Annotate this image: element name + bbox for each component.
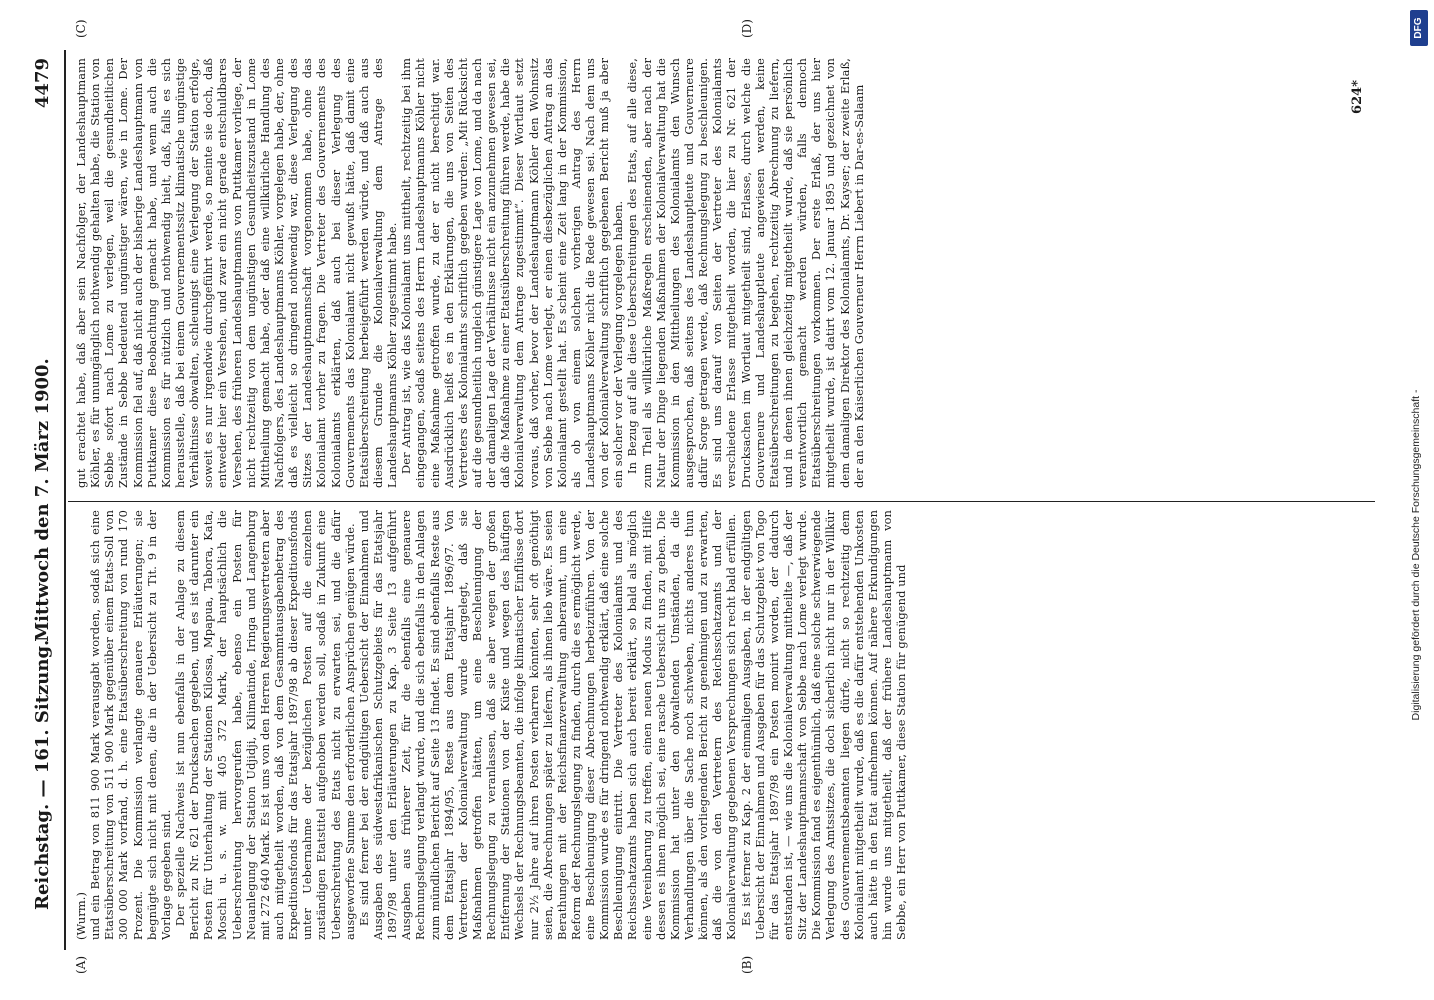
speaker-label: (Wurm.) [74, 891, 88, 940]
page-number: 4479 [32, 58, 53, 109]
right-paragraph-3: In Bezug auf alle diese Ueberschreitungen des Etats, auf alle diese, zum Theil als willkürliche Maßregeln erscheinenden, aber nach der Natur der Dinge liegenden Maßnahmen der Kolonialverwaltung hat die Kommission in den Mittheilungen des Kolonialamts den Wunsch ausgesprochen, daß seitens des Landeshauptleute und Gouverneure dafür Sorge getragen werde, daß Rechnungslegung zu beschleunigen. Es sind uns darauf von Seiten der Vertreter des Kolonialamts verschiedene Erlasse mitgetheilt worden, die hier zu Nr. 621 der Drucksachen im Wortlaut mitgetheilt sind, Erlasse, durch welche die Gouverneure und Landeshauptleute angewiesen werden, keine Etatsüberschreitungen zu begehen, rechtzeitig Abrechnung zu liefern, und in denen ihnen gleichzeitig mitgetheilt wurde, daß sie persönlich verantwortlich gemacht werden würden, falls dennoch Etatsüberschreitungen vorkommen. Der erste Erlaß, der uns hier mitgetheilt wurde, ist datirt vom 12. Januar 1895 und gezeichnet von dem damaligen Direktor des Kolonialamts, Dr. Kayser; der zweite Erlaß, der an den Kaiserlichen Gouverneur Herrn Liebert in Dar-es-Salaam [625, 58, 866, 488]
page-header [32, 50, 62, 950]
dfg-logo-text: DFG [1413, 17, 1424, 39]
margin-mark-a: (A) [74, 955, 88, 974]
newspaper-page [20, 20, 1395, 980]
margin-mark-d: (D) [740, 19, 754, 38]
sheet-signature: 624* [1350, 80, 1365, 114]
left-paragraph-4: Es ist ferner zu Kap. 2 der einmaligen Ausgaben, in der endgültigen Uebersicht der Einnahmen und Ausgaben für das Schutzgebiet von Togo für das Etatsjahr 1897/98 ein Posten monirt worden, der dadurch entstanden ist, — wie uns die Kolonialverwaltung mittheilte —, daß der Sitz der Landeshauptmannschaft von Sebbe nach Lome verlegt wurde. Die Kommission fand es eigenthümlich, daß eine solche schwerwiegende Verlegung des Amtssitzes, die doch sicherlich nicht nur in der Willkür des Gouvernementsbeamten liegen dürfe, nicht so rechtzeitig dem Kolonialamt mitgetheilt wurde, daß es die dafür entstehenden Unkosten auch hätte in den Etat aufnehmen können. Auf nähere Erkundigungen hin wurde uns mitgetheilt, daß der frühere Landeshauptmann von Sebbe, ein Herr von Puttkamer, diese Station für genügend und [738, 510, 909, 940]
right-paragraph-2: Der Antrag ist, wie das Kolonialamt uns mittheilt, rechtzeitig bei ihm eingegangen, sodaß seitens des Herrn Landeshauptmanns Köhler nicht eine Maßnahme getroffen wurde, zu der er nicht berechtigt war. Ausdrücklich heißt es in den Erklärungen, die uns von Seiten des Vertreters des Kolonialamts schriftlich gegeben wurden: „Mit Rücksicht auf die gesundheitlich ungleich günstigere Lage von Lome, und da nach der damaligen Lage der Verhältnisse nicht ein anzunehmen gewesen sei, daß die Maßnahme zu einer Etatsüberschreitung führen werde, habe die Kolonialverwaltung dem Antrage zugestimmt“. Dieser Wortlaut setzt voraus, daß vorher, bevor der Landeshauptmann Köhler den Wohnsitz von Sebbe nach Lome verlegt, er einen diesbezüglichen Antrag an das Kolonialamt gestellt hat. Es scheint eine Zeit lang in der Kommission, als ob von einem solchen vorherigen Antrag des Herrn Landeshauptmanns Köhler nicht die Rede gewesen sei. Nach dem uns von der Kolonialverwaltung schriftlich gegebenen Bericht muß ja aber ein solcher vor der Verlegung vorgelegen haben. [399, 58, 626, 488]
header-date: Mittwoch den 7. März 1900. [32, 358, 53, 642]
right-column [74, 58, 1374, 488]
margin-mark-b: (B) [740, 955, 754, 974]
digitization-note [1410, 120, 1428, 990]
margin-mark-c: (C) [74, 19, 88, 38]
digitization-note-text: Digitalisierung gefördert durch die Deutsche Forschungsgemeinschaft - [1410, 389, 1422, 721]
header-session: Reichstag. — 161. Sitzung. [32, 639, 53, 910]
left-paragraph-2: Der spezielle Nachweis ist nun ebenfalls in der Anlage zu diesem Bericht zu Nr. 621 der Drucksachen gegeben, und es ist darunter ein Posten für Unterhaltung der Stationen Kilossa, Mpapua, Tabora, Kata, Moschi u. s. w. mit 405 372 Mark, der hauptsächlich die Ueberschreitung hervorgerufen habe, ebenso ein Posten für Neuanlegung der Station Udjidji, Kilimatinde, Iringa und Langenburg mit 272 640 Mark. Es ist uns von den Herren Regierungsvertretern aber auch mitgetheilt worden, daß von dem Gesammtausgabenbetrag des Expeditionsfonds für das Etatsjahr 1897/98 ab dieser Expeditionsfonds unter Uebernahme der bezüglichen Posten auf die einzelnen zuständigen Etatstitel aufgehoben werden soll, sodaß in Zukunft eine Ueberschreitung des Etats nicht zu erwarten sei, und die dafür ausgeworfene Summe den erforderlichen Ansprüchen genügen würde. [172, 510, 357, 940]
left-paragraph-1: und ein Betrag von 811 900 Mark verausgabt worden, sodaß sich eine Etatsüberschreitung von 511 900 Mark gegenüber einem Etats-Soll von 300 000 Mark vorfand, d. h. eine Etatsüberschreitung von rund 170 Prozent. Die Kommission verlangte genauere Erläuterungen; sie begnügte sich nicht mit denen, die in der Uebersicht zu Tit. 9 in der Vorlage gegeben sind. [88, 510, 173, 940]
left-paragraph-3: Es sind ferner bei der endgültigen Uebersicht der Einnahmen und Ausgaben des südwestafrikanischen Schutzgebiets für das Etatsjahr 1897/98 unter den Erläuterungen zu Kap. 3 Seite 13 aufgeführt Ausgaben aus früherer Zeit, für die ebenfalls eine genauere Rechnungslegung verlangt wurde, und die sich ebenfalls in den Anlagen zum mündlichen Bericht auf Seite 13 findet. Es sind ebenfalls Reste aus dem Etatsjahr 1894/95, Reste aus dem Etatsjahr 1896/97. Von Vertretern der Kolonialverwaltung wurde dargelegt, daß sie Maßnahmen getroffen hätten, um eine Beschleunigung der Rechnungslegung zu veranlassen, daß sie aber wegen der großen Entfernung der Stationen von der Küste und wegen des häufigen Wechsels der Rechnungsbeamten, die infolge klimatischer Einflüsse dort nur 2½ Jahre auf ihren Posten verharren könnten, sehr oft genöthigt seien, die Abrechnungen später zu liefern, als ihnen lieb wäre. Es seien Berathungen mit der Reichsfinanzverwaltung anberaumt, um eine Reform der Rechnungslegung zu finden, durch die es ermöglicht werde, eine Beschleunigung dieser Abrechnungen herbeizuführen. Von der Kommission wurde es für dringend nothwendig erklärt, daß eine solche Beschleunigung eintritt. Die Vertreter des Kolonialamts und des Reichsschatzamts haben sich auch bereit erklärt, so bald als möglich eine Vereinbarung zu treffen, einen neuen Modus zu finden, mit Hilfe dessen es ihnen möglich sei, eine rasche Uebersicht uns zu geben. Die Kommission hat unter den obwaltenden Umständen, da die Verhandlungen über die Sache noch schweben, nichts anderes thun können, als den vorliegenden Bericht zu genehmigen und zu erwarten, daß die von den Vertretern des Reichsschatzamts und der Kolonialverwaltung gegebenen Versprechungen sich recht bald erfüllen. [356, 510, 739, 940]
column-divider [68, 501, 1375, 502]
left-column [74, 510, 1374, 940]
right-paragraph-1: gut erachtet habe, daß aber sein Nachfolger, der Landeshauptmann Köhler, es für unumgänglich nothwendig gehalten habe, die Station von Sebbe sofort nach Lome zu verlegen, weil die gesundheitlichen Zustände in Sebbe bedeutend ungünstiger wären, wie in Lome. Der Kommission fiel auf, daß nicht auch der bisherige Landeshauptmann von Puttkamer diese Beobachtung gemacht habe, und wenn auch die Kommission es für nützlich und nothwendig hielt, daß, falls es sich herausstelle, daß bei einem Gouvernementssitz klimatische ungünstige Verhältnisse obwalten, schleunigst eine Verlegung der Station erfolge, soweit es nur irgendwie durchgeführt werde, so meinte sie doch, daß entweder hier ein Versehen, und zwar ein nicht gerade entschuldbares Versehen, des früheren Landeshauptmanns von Puttkamer vorliege, der nicht rechtzeitig von dem ungünstigen Gesundheitszustand in Lome Mittheilung gemacht habe, oder daß eine willkürliche Handlung des Nachfolgers, des Landeshauptmanns Köhler, vorgelegen habe, der, ohne daß es vielleicht so dringend nothwendig war, diese Verlegung des Sitzes der Landeshauptmannschaft vorgenommen habe, ohne das Kolonialamt vorher zu fragen. Die Vertreter des Gouvernements des Kolonialamts erklärten, daß auch bei dieser Verlegung des Gouvernements das Kolonialamt nicht gewußt hätte, daß damit eine Etatsüberschreitung herbeigeführt werden würde, und daß auch aus diesem Grunde die Kolonialverwaltung dem Antrage des Landeshauptmanns Köhler zugestimmt habe. [74, 58, 400, 488]
dfg-logo-icon [1410, 10, 1428, 46]
header-rule [64, 50, 66, 950]
